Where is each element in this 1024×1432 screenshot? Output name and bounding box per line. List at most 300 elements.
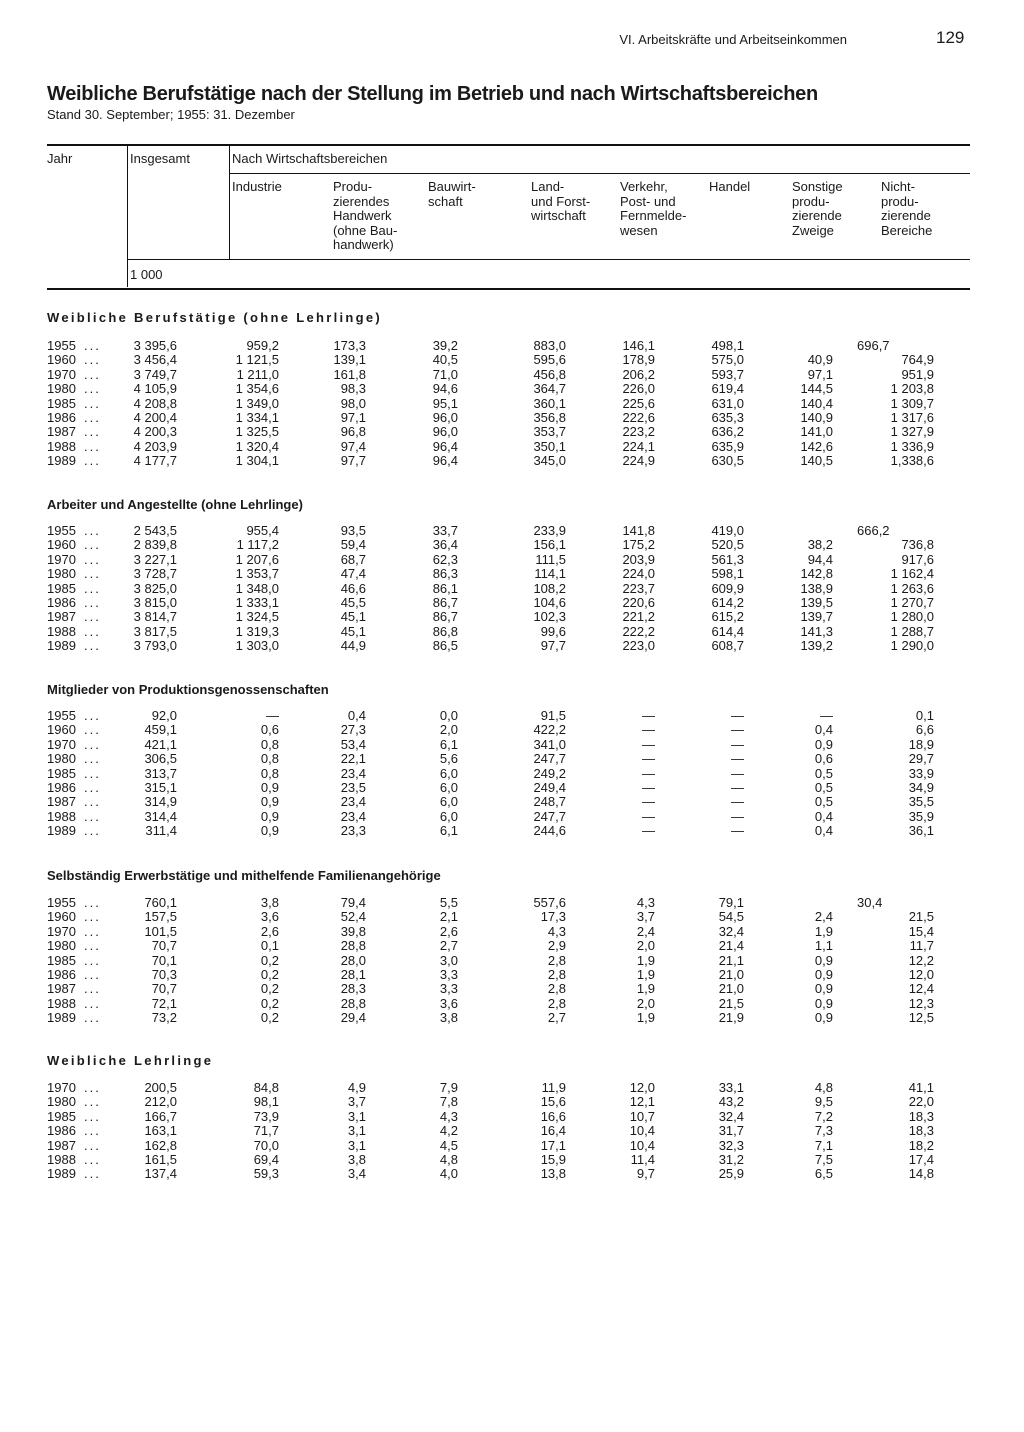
leader-dots: ... <box>84 952 101 968</box>
cell-verkehr: 11,4 <box>630 1152 655 1167</box>
cell-bauwirtschaft: 3,8 <box>439 1010 458 1026</box>
cell-year: 1980 <box>47 938 76 954</box>
cell-nichtproduzierend: 35,9 <box>908 808 934 824</box>
cell-industrie: 1 334,1 <box>235 410 279 425</box>
cell-handel: 32,4 <box>718 1108 744 1124</box>
table-row <box>0 625 1024 639</box>
cell-insgesamt: 2 839,8 <box>133 537 177 553</box>
cell-handwerk: 45,5 <box>340 595 366 610</box>
cell-handel: — <box>731 808 744 824</box>
cell-handel: — <box>731 751 744 767</box>
cell-sonstige: 0,5 <box>814 765 833 781</box>
cell-insgesamt: 3 728,7 <box>133 566 177 582</box>
cell-handel: 32,4 <box>718 923 744 939</box>
cell-bauwirtschaft: 95,1 <box>432 395 458 411</box>
cell-landwirtschaft: 16,4 <box>540 1123 566 1139</box>
leader-dots: ... <box>84 780 101 795</box>
leader-dots: ... <box>84 1010 101 1026</box>
cell-handwerk: 139,1 <box>333 352 366 368</box>
cell-handel: 25,9 <box>718 1166 744 1182</box>
cell-year: 1985 <box>47 765 76 781</box>
chapter-header: VI. Arbeitskräfte und Arbeitseinkommen <box>619 32 847 47</box>
cell-year: 1960 <box>47 722 76 738</box>
cell-handel: 635,3 <box>711 410 744 425</box>
cell-handwerk: 28,3 <box>340 981 366 997</box>
cell-landwirtschaft: 244,6 <box>533 823 566 839</box>
cell-industrie: 1 333,1 <box>235 595 279 610</box>
header-bauwirtschaft: Bauwirt- schaft <box>428 179 476 209</box>
cell-bauwirtschaft: 86,5 <box>432 638 458 654</box>
cell-handel: 32,3 <box>718 1137 744 1153</box>
cell-landwirtschaft: 2,8 <box>547 981 566 997</box>
cell-insgesamt: 161,5 <box>144 1152 177 1167</box>
cell-verkehr: 2,4 <box>636 923 655 939</box>
cell-bauwirtschaft: 2,1 <box>439 909 458 925</box>
cell-sonstige: 2,4 <box>814 909 833 925</box>
leader-dots: ... <box>84 1108 101 1124</box>
cell-bauwirtschaft: 2,6 <box>439 923 458 939</box>
cell-verkehr: 12,0 <box>629 1080 655 1095</box>
cell-handwerk: 4,9 <box>347 1080 366 1095</box>
leader-dots: ... <box>84 909 101 925</box>
cell-insgesamt: 212,0 <box>144 1094 177 1110</box>
cell-sonstige: 144,5 <box>800 381 833 397</box>
cell-industrie: 0,9 <box>260 780 279 795</box>
cell-handwerk: 97,7 <box>340 453 366 469</box>
cell-nichtproduzierend: 1 317,6 <box>890 410 934 425</box>
cell-sonstige: 40,9 <box>807 352 833 368</box>
cell-insgesamt: 4 208,8 <box>133 395 177 411</box>
cell-industrie: 0,2 <box>260 995 279 1011</box>
cell-industrie: 0,2 <box>260 1010 279 1026</box>
cell-insgesamt: 163,1 <box>144 1123 177 1139</box>
header-landwirtschaft: Land- und Forst- wirtschaft <box>531 179 591 223</box>
table-row <box>0 553 1024 567</box>
cell-landwirtschaft: 248,7 <box>533 794 566 810</box>
cell-handwerk: 173,3 <box>333 338 366 353</box>
cell-year: 1960 <box>47 352 76 368</box>
cell-handwerk: 28,0 <box>340 952 366 968</box>
cell-nichtproduzierend: 1 280,0 <box>890 609 934 625</box>
cell-industrie: 69,4 <box>253 1152 279 1167</box>
cell-year: 1987 <box>47 1137 76 1153</box>
cell-landwirtschaft: 249,2 <box>533 765 566 781</box>
leader-dots: ... <box>84 967 101 982</box>
cell-handwerk: 3,1 <box>347 1123 366 1139</box>
cell-year: 1988 <box>47 623 76 639</box>
cell-handel: — <box>731 736 744 752</box>
cell-landwirtschaft: 91,5 <box>540 708 566 723</box>
cell-handwerk: 3,7 <box>347 1094 366 1110</box>
cell-bauwirtschaft: 39,2 <box>432 338 458 353</box>
cell-handwerk: 98,3 <box>340 381 366 397</box>
cell-nichtproduzierend: 18,2 <box>908 1137 934 1153</box>
cell-year: 1989 <box>47 453 76 469</box>
cell-nichtproduzierend: 22,0 <box>908 1094 934 1110</box>
cell-landwirtschaft: 883,0 <box>533 338 566 353</box>
cell-nichtproduzierend: 1 203,8 <box>890 381 934 397</box>
cell-bauwirtschaft: 6,1 <box>439 823 458 839</box>
cell-handwerk: 59,4 <box>340 537 366 553</box>
cell-insgesamt: 3 227,1 <box>133 551 177 567</box>
cell-landwirtschaft: 233,9 <box>533 523 566 538</box>
cell-insgesamt: 421,1 <box>144 736 177 752</box>
cell-year: 1980 <box>47 751 76 767</box>
table-row <box>0 440 1024 454</box>
cell-handel: 561,3 <box>711 551 744 567</box>
cell-industrie: 1 349,0 <box>235 395 279 411</box>
cell-handwerk: 27,3 <box>340 722 366 738</box>
cell-nichtproduzierend: 736,8 <box>901 537 934 553</box>
cell-handel: 608,7 <box>711 638 744 654</box>
cell-landwirtschaft: 13,8 <box>540 1166 566 1182</box>
cell-sonstige: — <box>820 708 833 723</box>
header-industrie: Industrie <box>232 179 282 194</box>
cell-verkehr: 1,9 <box>636 952 655 968</box>
cell-bauwirtschaft: 62,3 <box>432 551 458 567</box>
leader-dots: ... <box>84 765 101 781</box>
cell-year: 1955 <box>47 523 76 538</box>
cell-nichtproduzierend: 29,7 <box>908 751 934 767</box>
cell-industrie: 0,9 <box>260 794 279 810</box>
cell-insgesamt: 200,5 <box>144 1080 177 1095</box>
cell-bauwirtschaft: 94,6 <box>432 381 458 397</box>
cell-sonstige: 9,5 <box>814 1094 833 1110</box>
table-row <box>0 1124 1024 1138</box>
cell-sonstige: 140,9 <box>800 410 833 425</box>
cell-insgesamt: 4 105,9 <box>133 381 177 397</box>
cell-insgesamt: 3 395,6 <box>133 338 177 353</box>
table-row <box>0 538 1024 552</box>
cell-year: 1985 <box>47 1108 76 1124</box>
leader-dots: ... <box>84 424 101 440</box>
cell-landwirtschaft: 595,6 <box>533 352 566 368</box>
cell-bauwirtschaft: 7,9 <box>439 1080 458 1095</box>
cell-verkehr: — <box>642 751 655 767</box>
cell-landwirtschaft: 4,3 <box>547 923 566 939</box>
cell-industrie: 0,8 <box>260 736 279 752</box>
table-row <box>0 454 1024 468</box>
cell-handwerk: 68,7 <box>340 551 366 567</box>
cell-sonstige: 1,9 <box>814 923 833 939</box>
leader-dots: ... <box>84 1123 101 1139</box>
leader-dots: ... <box>84 708 101 723</box>
cell-landwirtschaft: 456,8 <box>533 366 566 382</box>
cell-bauwirtschaft: 4,0 <box>439 1166 458 1182</box>
cell-handwerk: 29,4 <box>340 1010 366 1026</box>
table-top-rule <box>47 144 970 146</box>
cell-handwerk: 3,8 <box>347 1152 366 1167</box>
cell-insgesamt: 314,9 <box>144 794 177 810</box>
cell-sonstige: 0,9 <box>814 952 833 968</box>
cell-verkehr: 222,2 <box>622 623 655 639</box>
cell-handwerk: 97,1 <box>340 410 366 425</box>
cell-handel: 609,9 <box>711 580 744 596</box>
cell-industrie: 1 319,3 <box>235 623 279 639</box>
cell-landwirtschaft: 360,1 <box>533 395 566 411</box>
cell-insgesamt: 313,7 <box>144 765 177 781</box>
cell-verkehr: 12,1 <box>629 1094 655 1110</box>
cell-sonstige: 97,1 <box>807 366 833 382</box>
cell-handwerk: 97,4 <box>340 438 366 454</box>
cell-nichtproduzierend: 18,3 <box>908 1123 934 1139</box>
cell-sonstige: 0,9 <box>814 736 833 752</box>
cell-industrie: 73,9 <box>253 1108 279 1124</box>
cell-handwerk: 47,4 <box>340 566 366 582</box>
leader-dots: ... <box>84 410 101 425</box>
cell-insgesamt: 3 793,0 <box>133 638 177 654</box>
cell-year: 1988 <box>47 995 76 1011</box>
cell-landwirtschaft: 15,9 <box>540 1152 566 1167</box>
cell-handel: 575,0 <box>711 352 744 368</box>
cell-handel: 33,1 <box>718 1080 744 1095</box>
page-title: Weibliche Berufstätige nach der Stellung im Betrieb und nach Wirtschaftsbereichen <box>47 83 818 105</box>
cell-combined-1955: 30,4 <box>857 895 883 910</box>
table-row <box>0 997 1024 1011</box>
leader-dots: ... <box>84 395 101 411</box>
cell-sonstige: 141,0 <box>800 424 833 440</box>
cell-year: 1960 <box>47 537 76 553</box>
cell-insgesamt: 3 456,4 <box>133 352 177 368</box>
cell-bauwirtschaft: 86,1 <box>432 580 458 596</box>
cell-bauwirtschaft: 33,7 <box>432 523 458 538</box>
section-title: Mitglieder von Produktionsgenossenschaften <box>47 682 329 697</box>
cell-sonstige: 141,3 <box>800 623 833 639</box>
cell-sonstige: 138,9 <box>800 580 833 596</box>
cell-sonstige: 7,1 <box>814 1137 833 1153</box>
table-row <box>0 896 1024 910</box>
cell-nichtproduzierend: 1 290,0 <box>890 638 934 654</box>
cell-sonstige: 7,5 <box>814 1152 833 1167</box>
leader-dots: ... <box>84 580 101 596</box>
cell-verkehr: 223,0 <box>622 638 655 654</box>
cell-handwerk: 52,4 <box>340 909 366 925</box>
cell-insgesamt: 70,7 <box>151 938 177 954</box>
cell-year: 1987 <box>47 794 76 810</box>
table-row <box>0 368 1024 382</box>
cell-landwirtschaft: 557,6 <box>533 895 566 910</box>
cell-handwerk: 28,8 <box>340 938 366 954</box>
cell-industrie: 98,1 <box>253 1094 279 1110</box>
cell-sonstige: 139,5 <box>800 595 833 610</box>
leader-dots: ... <box>84 338 101 353</box>
cell-nichtproduzierend: 36,1 <box>908 823 934 839</box>
cell-insgesamt: 2 543,5 <box>133 523 177 538</box>
page-subtitle: Stand 30. September; 1955: 31. Dezember <box>47 107 295 122</box>
cell-verkehr: 3,7 <box>636 909 655 925</box>
cell-verkehr: 206,2 <box>622 366 655 382</box>
cell-landwirtschaft: 99,6 <box>540 623 566 639</box>
cell-landwirtschaft: 2,8 <box>547 952 566 968</box>
header-jahr: Jahr <box>47 151 73 166</box>
cell-nichtproduzierend: 1 270,7 <box>890 595 934 610</box>
cell-verkehr: — <box>642 736 655 752</box>
table-row <box>0 524 1024 538</box>
cell-industrie: 0,2 <box>260 981 279 997</box>
cell-industrie: 1 320,4 <box>235 438 279 454</box>
cell-verkehr: 220,6 <box>622 595 655 610</box>
cell-nichtproduzierend: 1,338,6 <box>890 453 934 469</box>
cell-nichtproduzierend: 764,9 <box>901 352 934 368</box>
cell-bauwirtschaft: 6,0 <box>439 780 458 795</box>
cell-verkehr: 9,7 <box>636 1166 655 1182</box>
cell-nichtproduzierend: 21,5 <box>908 909 934 925</box>
leader-dots: ... <box>84 623 101 639</box>
cell-handel: 79,1 <box>718 895 744 910</box>
cell-nichtproduzierend: 14,8 <box>908 1166 934 1182</box>
cell-bauwirtschaft: 3,0 <box>439 952 458 968</box>
cell-landwirtschaft: 422,2 <box>533 722 566 738</box>
cell-handel: 21,5 <box>718 995 744 1011</box>
cell-handwerk: 45,1 <box>340 609 366 625</box>
cell-verkehr: — <box>642 708 655 723</box>
header-nichtproduzierend: Nicht- produ- zierende Bereiche <box>881 179 933 238</box>
leader-dots: ... <box>84 938 101 954</box>
cell-handwerk: 23,4 <box>340 808 366 824</box>
cell-landwirtschaft: 156,1 <box>533 537 566 553</box>
leader-dots: ... <box>84 638 101 654</box>
cell-sonstige: 0,9 <box>814 967 833 982</box>
table-row <box>0 639 1024 653</box>
cell-landwirtschaft: 11,9 <box>541 1080 566 1095</box>
table-row <box>0 353 1024 367</box>
cell-handwerk: 23,5 <box>340 780 366 795</box>
leader-dots: ... <box>84 722 101 738</box>
leader-dots: ... <box>84 523 101 538</box>
cell-verkehr: 141,8 <box>622 523 655 538</box>
cell-insgesamt: 4 177,7 <box>133 453 177 469</box>
leader-dots: ... <box>84 453 101 469</box>
cell-landwirtschaft: 114,1 <box>534 566 566 582</box>
cell-handel: 43,2 <box>718 1094 744 1110</box>
cell-verkehr: 1,9 <box>636 1010 655 1026</box>
cell-industrie: 1 354,6 <box>235 381 279 397</box>
cell-bauwirtschaft: 96,4 <box>432 453 458 469</box>
cell-bauwirtschaft: 2,0 <box>439 722 458 738</box>
cell-year: 1955 <box>47 895 76 910</box>
cell-sonstige: 140,4 <box>800 395 833 411</box>
cell-industrie: 0,1 <box>260 938 279 954</box>
cell-year: 1986 <box>47 410 76 425</box>
cell-industrie: 84,8 <box>253 1080 279 1095</box>
leader-dots: ... <box>84 1080 101 1095</box>
page-number: 129 <box>936 28 965 47</box>
cell-bauwirtschaft: 96,0 <box>432 424 458 440</box>
header-insgesamt: Insgesamt <box>130 151 190 166</box>
leader-dots: ... <box>84 352 101 368</box>
table-row <box>0 596 1024 610</box>
cell-year: 1980 <box>47 381 76 397</box>
cell-combined-1955: 666,2 <box>857 523 890 538</box>
cell-year: 1970 <box>47 1080 76 1095</box>
leader-dots: ... <box>84 595 101 610</box>
cell-year: 1989 <box>47 1010 76 1026</box>
cell-handwerk: 22,1 <box>340 751 366 767</box>
leader-dots: ... <box>84 794 101 810</box>
cell-landwirtschaft: 2,9 <box>547 938 566 954</box>
leader-dots: ... <box>84 823 101 839</box>
cell-handel: 419,0 <box>711 523 744 538</box>
cell-landwirtschaft: 247,7 <box>533 751 566 767</box>
header-unit: 1 000 <box>130 267 163 282</box>
cell-industrie: 955,4 <box>246 523 279 538</box>
cell-sonstige: 0,5 <box>814 794 833 810</box>
cell-verkehr: 225,6 <box>622 395 655 411</box>
cell-insgesamt: 4 200,4 <box>133 410 177 425</box>
cell-verkehr: — <box>642 722 655 738</box>
cell-handel: 31,7 <box>718 1123 744 1139</box>
cell-verkehr: — <box>642 780 655 795</box>
cell-bauwirtschaft: 40,5 <box>432 352 458 368</box>
leader-dots: ... <box>84 995 101 1011</box>
cell-handel: 54,5 <box>718 909 744 925</box>
cell-handel: 635,9 <box>711 438 744 454</box>
cell-handwerk: 46,6 <box>340 580 366 596</box>
header-handwerk: Produ- zierendes Handwerk (ohne Bau- handwerk) <box>333 179 398 252</box>
table-row <box>0 939 1024 953</box>
cell-nichtproduzierend: 1 327,9 <box>890 424 934 440</box>
cell-bauwirtschaft: 96,0 <box>432 410 458 425</box>
table-row <box>0 567 1024 581</box>
cell-industrie: 59,3 <box>253 1166 279 1182</box>
cell-insgesamt: 72,1 <box>151 995 177 1011</box>
table-row <box>0 1095 1024 1109</box>
cell-handel: 21,4 <box>718 938 744 954</box>
cell-nichtproduzierend: 6,6 <box>915 722 934 738</box>
cell-industrie: 0,2 <box>260 967 279 982</box>
cell-year: 1980 <box>47 1094 76 1110</box>
cell-bauwirtschaft: 86,3 <box>432 566 458 582</box>
cell-handel: 630,5 <box>711 453 744 469</box>
cell-handwerk: 3,4 <box>347 1166 366 1182</box>
cell-handwerk: 79,4 <box>340 895 366 910</box>
cell-bauwirtschaft: 86,8 <box>432 623 458 639</box>
cell-landwirtschaft: 341,0 <box>533 736 566 752</box>
cell-year: 1987 <box>47 424 76 440</box>
cell-nichtproduzierend: 951,9 <box>901 366 934 382</box>
cell-nichtproduzierend: 12,5 <box>908 1010 934 1026</box>
cell-bauwirtschaft: 4,3 <box>439 1108 458 1124</box>
cell-industrie: 1 304,1 <box>235 453 279 469</box>
table-row <box>0 781 1024 795</box>
cell-nichtproduzierend: 1 162,4 <box>890 566 934 582</box>
cell-insgesamt: 306,5 <box>144 751 177 767</box>
cell-year: 1988 <box>47 438 76 454</box>
table-row <box>0 954 1024 968</box>
cell-insgesamt: 3 749,7 <box>133 366 177 382</box>
cell-bauwirtschaft: 4,2 <box>439 1123 458 1139</box>
leader-dots: ... <box>84 751 101 767</box>
cell-nichtproduzierend: 11,7 <box>909 938 934 954</box>
cell-insgesamt: 3 825,0 <box>133 580 177 596</box>
cell-landwirtschaft: 17,1 <box>540 1137 566 1153</box>
cell-industrie: 3,8 <box>260 895 279 910</box>
cell-industrie: 1 353,7 <box>235 566 279 582</box>
cell-verkehr: 10,4 <box>629 1137 655 1153</box>
cell-insgesamt: 137,4 <box>144 1166 177 1182</box>
cell-insgesamt: 4 203,9 <box>133 438 177 454</box>
cell-verkehr: 175,2 <box>622 537 655 553</box>
cell-handwerk: 28,8 <box>340 995 366 1011</box>
cell-sonstige: 4,8 <box>814 1080 833 1095</box>
leader-dots: ... <box>84 1137 101 1153</box>
cell-year: 1955 <box>47 708 76 723</box>
cell-handel: 520,5 <box>711 537 744 553</box>
cell-handel: 21,1 <box>718 952 744 968</box>
cell-year: 1989 <box>47 1166 76 1182</box>
cell-nichtproduzierend: 0,1 <box>915 708 934 723</box>
table-row <box>0 810 1024 824</box>
